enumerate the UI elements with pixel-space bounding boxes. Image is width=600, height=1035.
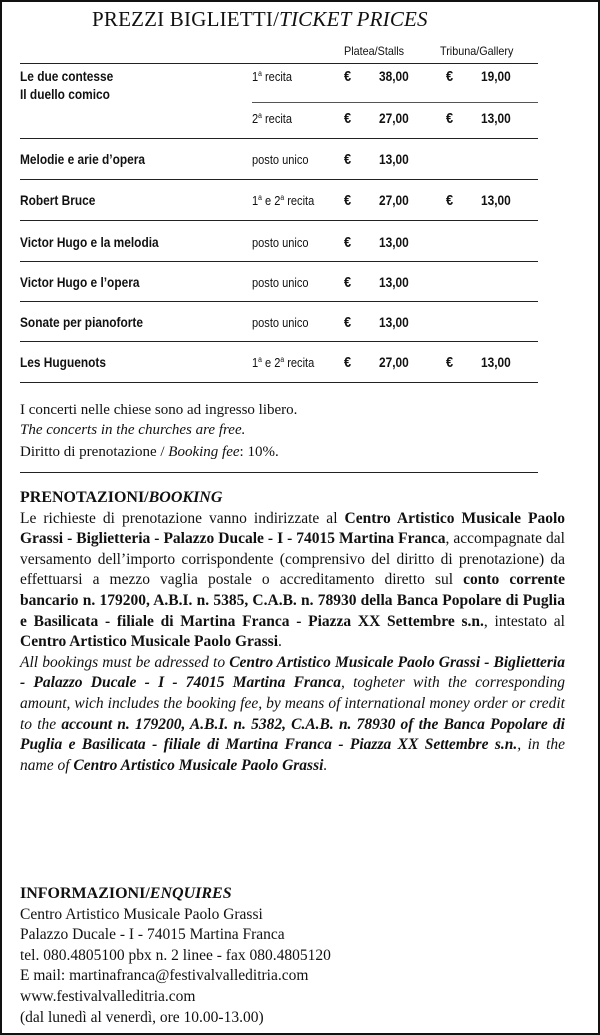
row-performance: posto unico <box>252 235 309 250</box>
row-performance: 1$^a$ e 2$^a$ recita <box>252 193 315 208</box>
table-rule <box>20 220 538 221</box>
row-performance: 1$^a$ e 2$^a$ recita <box>252 355 315 370</box>
price-stalls: 13,00 <box>379 274 409 290</box>
info-email: E mail: martinafranca@festivalvalleditria.com <box>20 967 309 985</box>
row-name: Victor Hugo e l’opera <box>20 274 140 290</box>
row-performance: posto unico <box>252 315 309 330</box>
currency-symbol: € <box>344 68 352 85</box>
row-performance: posto unico <box>252 275 309 290</box>
row-performance: 2$^a$ recita <box>252 111 293 126</box>
price-gallery: 13,00 <box>481 354 511 370</box>
header-stalls: Platea/Stalls <box>344 44 405 58</box>
info-heading: INFORMAZIONI/ENQUIRES <box>20 885 232 902</box>
price-stalls: 38,00 <box>379 68 409 84</box>
currency-symbol: € <box>344 151 352 168</box>
title-english: TICKET PRICES <box>279 7 428 31</box>
price-stalls: 13,00 <box>379 314 409 330</box>
table-rule <box>20 179 538 180</box>
currency-symbol: € <box>446 192 454 209</box>
row-performance: 1$^a$ recita <box>252 69 293 84</box>
table-rule <box>20 63 538 64</box>
currency-symbol: € <box>344 354 352 371</box>
currency-symbol: € <box>344 274 352 291</box>
price-stalls: 13,00 <box>379 234 409 250</box>
section-rule <box>20 472 538 473</box>
header-gallery: Tribuna/Gallery <box>440 44 514 58</box>
currency-symbol: € <box>344 192 352 209</box>
row-name: Robert Bruce <box>20 192 96 208</box>
currency-symbol: € <box>344 110 352 127</box>
booking-text-italian: Le richieste di prenotazione vanno indirizzate al Centro Artistico Musicale Paolo Grassi - Biglietteria - Palazzo Ducale - I - 74015 Martina Franca, accompagnate dal versamento dell’importo corrispondente (comprensivo del diritto di prenotazione) da effettuarsi a mezzo vaglia postale o accreditamento diretto sul conto corrente bancario n. 179200, A.B.I. n. 5385, C.A.B. n. 78930 della Banca Popolare di Puglia e Basilicata - filiale di Martina Franca - Piazza XX Settembre s.n., intestato al Centro Artistico Musicale Paolo Grassi. <box>20 509 566 651</box>
table-rule <box>20 138 538 139</box>
booking-fee-note: Diritto di prenotazione / Booking fee: 10%. <box>20 444 279 460</box>
table-rule <box>20 261 538 262</box>
price-stalls: 27,00 <box>379 192 409 208</box>
currency-symbol: € <box>344 234 352 251</box>
info-website: www.festivalvalleditria.com <box>20 987 196 1005</box>
info-phone: tel. 080.4805100 pbx n. 2 linee - fax 080.4805120 <box>20 946 331 964</box>
info-section <box>20 884 580 1028</box>
row-name: Melodie e arie d’opera <box>20 151 146 167</box>
row-name: Victor Hugo e la melodia <box>20 234 159 250</box>
table-rule <box>20 301 538 302</box>
price-gallery: 13,00 <box>481 192 511 208</box>
price-gallery: 19,00 <box>481 68 511 84</box>
row-name: Le due contesse <box>20 68 114 84</box>
currency-symbol: € <box>446 354 454 371</box>
price-gallery: 13,00 <box>481 110 511 126</box>
info-address: Palazzo Ducale - I - 74015 Martina Franca <box>20 926 285 944</box>
currency-symbol: € <box>446 68 454 85</box>
currency-symbol: € <box>446 110 454 127</box>
title-italian: PREZZI BIGLIETTI/ <box>92 7 280 31</box>
price-stalls: 27,00 <box>379 110 409 126</box>
row-name: Sonate per pianoforte <box>20 314 143 330</box>
row-name: Les Huguenots <box>20 354 106 370</box>
booking-text-english: All bookings must be adressed to Centro Artistico Musicale Paolo Grassi - Biglietteria - Palazzo Ducale - I - 74015 Martina Franca, togheter with the corresponding amount, wich includes the booking fee, by means of international money order or credit to the account n. 179200, A.B.I. n. 5382, C.A.B. n. 78930 of the Banca Popolare di Puglia e Basilicata - filiale di Martina Franca - Piazza XX Settembre s.n., in the name of Centro Artistico Musicale Paolo Grassi. <box>20 653 566 774</box>
free-concerts-note-english: The concerts in the churches are free. <box>20 422 246 438</box>
booking-heading: PRENOTAZIONI/BOOKING <box>20 489 223 506</box>
row-name-second-line: Il duello comico <box>20 86 110 102</box>
table-rule <box>20 382 538 383</box>
page-title <box>92 7 428 32</box>
price-stalls: 27,00 <box>379 354 409 370</box>
currency-symbol: € <box>344 314 352 331</box>
info-address-name: Centro Artistico Musicale Paolo Grassi <box>20 905 263 923</box>
info-hours: (dal lunedì al venerdì, ore 10.00-13.00) <box>20 1008 264 1026</box>
free-concerts-note: I concerti nelle chiese sono ad ingresso libero. <box>20 402 298 418</box>
table-subrule <box>252 102 538 103</box>
table-rule <box>20 341 538 342</box>
row-performance: posto unico <box>252 152 309 167</box>
price-stalls: 13,00 <box>379 151 409 167</box>
booking-section <box>20 488 565 776</box>
